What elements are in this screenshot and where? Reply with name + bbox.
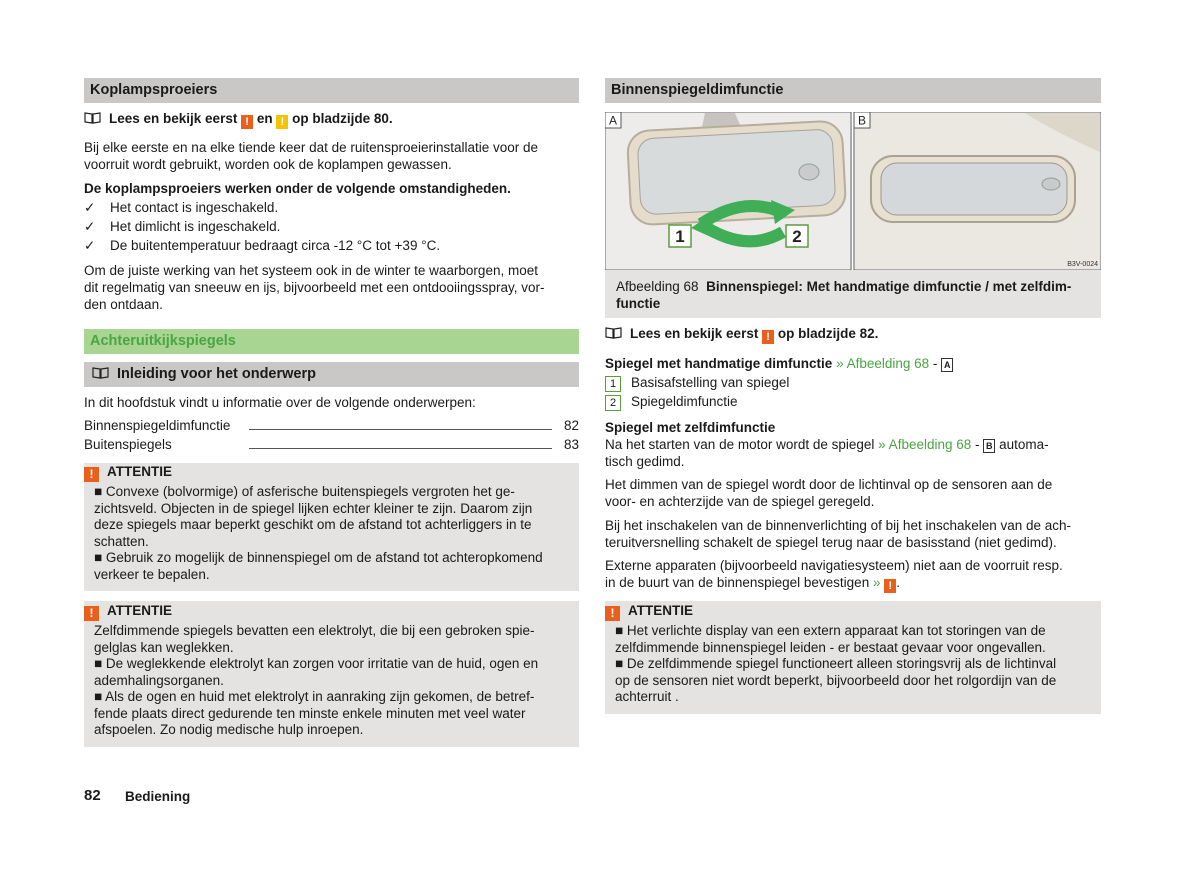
section-heading-achteruitkijkspiegels: Achteruitkijkspiegels: [84, 329, 579, 354]
auto-title: Spiegel met zelfdimfunctie: [605, 420, 776, 435]
attention-line: ■ De weglekkende elektrolyt kan zorgen voor irritatie van de huid, ogen en: [94, 656, 539, 671]
label-b-icon: B: [983, 439, 995, 453]
attention-line: fende plaats direct gedurende ten minste enkele minuten met veel water: [94, 705, 526, 721]
condition-item: ✓ Het dimlicht is ingeschakeld.: [84, 219, 281, 234]
figure-link[interactable]: » Afbeelding 68: [878, 437, 972, 452]
read-first-text: Lees en bekijk eerst: [109, 111, 238, 126]
intro-line-2: voorruit wordt gebruikt, worden ook de koplampen gewassen.: [84, 157, 452, 172]
attention-line: Zelfdimmende spiegels bevatten een elektrolyt, die bij een gebroken spie-: [94, 623, 535, 638]
attention-box: [84, 463, 579, 591]
figure-caption-title-2: functie: [616, 296, 661, 311]
para1-line-2: voor- en achterzijde van de spiegel geregeld.: [605, 494, 875, 509]
toc-entry[interactable]: Binnenspiegeldimfunctie 82: [84, 418, 579, 433]
toc-entry[interactable]: Buitenspiegels 83: [84, 437, 579, 452]
attention-line: gelglas kan weglekken.: [94, 639, 234, 655]
attention-line: zelfdimmende binnenspiegel leiden - er bestaat gevaar voor ongevallen.: [615, 639, 1046, 655]
figure-caption: [605, 270, 1101, 318]
figure-label-a: A: [608, 113, 618, 128]
warning-icon: !: [84, 606, 99, 621]
attention-line: ■ De zelfdimmende spiegel functioneert alleen storingsvrij als de lichtinval: [615, 656, 1057, 671]
manual-item: 2 Spiegeldimfunctie: [605, 393, 1101, 411]
para3-line-2: in de buurt van de binnenspiegel bevestigen » ! .: [605, 575, 901, 592]
mirror-illustration: [605, 112, 1101, 270]
page-number: 82: [84, 787, 101, 804]
warning-icon: !: [762, 330, 774, 344]
attention-line: ■ Convexe (bolvormige) of asferische buitenspiegels vergroten het ge-: [94, 484, 515, 499]
condition-item: ✓ Het contact is ingeschakeld.: [84, 200, 279, 215]
winter-line-1: Om de juiste werking van het systeem ook in de winter te waarborgen, moet: [84, 263, 538, 278]
figure-code: B3V-0024: [1067, 261, 1098, 268]
condition-item: ✓ De buitentemperatuur bedraagt circa -12 °C tot +39 °C.: [84, 238, 441, 253]
toc-intro: In dit hoofdstuk vindt u informatie over de volgende onderwerpen:: [84, 395, 476, 410]
check-icon: ✓: [84, 238, 96, 253]
figure-link[interactable]: » Afbeelding 68: [836, 356, 930, 371]
para2-line-2: teruitversnelling schakelt de spiegel terug naar de basisstand (niet gedimd).: [605, 535, 1057, 550]
label-a-icon: A: [941, 358, 953, 372]
attention-line: ■ Als de ogen en huid met elektrolyt in aanraking zijn gekomen, de betref-: [94, 689, 535, 704]
attention-line: achterruit .: [615, 689, 679, 704]
para2-line-1: Bij het inschakelen van de binnenverlichting of bij het inschakelen van de ach-: [605, 518, 1072, 533]
attention-line: ■ Gebruik zo mogelijk de binnenspiegel om de afstand tot achteropkomend: [94, 550, 543, 565]
attention-line: op de sensoren niet wordt beperkt, bijvoorbeeld door het rolgordijn van de: [615, 672, 1057, 688]
attention-line: zichtsveld. Objecten in de spiegel lijken echter kleiner te zijn. Daarom zijn: [94, 500, 533, 516]
figure-caption-title: Binnenspiegel: Met handmatige dimfunctie / met zelfdim-: [706, 279, 1072, 294]
warning-icon: !: [884, 579, 896, 593]
figure-number-2: 2: [792, 227, 802, 246]
figure-label-b: B: [857, 113, 867, 128]
check-icon: ✓: [84, 219, 96, 234]
check-icon: ✓: [84, 200, 96, 215]
read-first-page: op bladzijde 80.: [292, 111, 393, 126]
figure-number-1: 1: [675, 227, 685, 246]
section-heading-koplampsproeiers: Koplampsproeiers: [84, 78, 579, 103]
warning-icon: !: [605, 606, 620, 621]
warning-icon: !: [241, 115, 253, 129]
attention-header: ! ATTENTIE: [84, 602, 579, 619]
winter-line-3: den ontdaan.: [84, 297, 163, 312]
attention-line: verkeer te bepalen.: [94, 566, 210, 582]
figure-68: [605, 112, 1101, 270]
attention-line: afspoelen. Zo nodig medische hulp inroepen.: [94, 722, 364, 737]
attention-line: ademhalingsorganen.: [94, 672, 224, 688]
winter-line-2: dit regelmatig van sneeuw en ijs, bijvoorbeeld met een ontdooiingsspray, vor-: [84, 280, 545, 295]
attention-header: ! ATTENTIE: [605, 602, 1101, 619]
manual-title-line: Spiegel met handmatige dimfunctie » Afbeelding 68 - A: [605, 355, 1101, 372]
read-first-line: Lees en bekijk eerst ! op bladzijde 82.: [605, 325, 1101, 344]
attention-box: [84, 601, 579, 747]
auto-line-1: Na het starten van de motor wordt de spiegel » Afbeelding 68 - B automa-: [605, 437, 1049, 452]
attention-line: ■ Het verlichte display van een extern apparaat kan tot storingen van de: [615, 623, 1046, 638]
para3-line-1: Externe apparaten (bijvoorbeeld navigatiesysteem) niet aan de voorruit resp.: [605, 558, 1063, 573]
auto-line-2: tisch gedimd.: [605, 454, 685, 469]
warning-icon: !: [84, 467, 99, 482]
manual-item: 1 Basisafstelling van spiegel: [605, 374, 1101, 392]
attention-box: [605, 601, 1101, 714]
para1-line-1: Het dimmen van de spiegel wordt door de lichtinval op de sensoren aan de: [605, 477, 1053, 492]
conditions-title: De koplampsproeiers werken onder de volgende omstandigheden.: [84, 181, 511, 196]
note-icon: !: [276, 115, 288, 129]
book-icon: [84, 112, 101, 124]
book-icon: [92, 367, 109, 379]
section-heading-binnenspiegeldimfunctie: Binnenspiegeldimfunctie: [605, 78, 1101, 103]
book-icon: [605, 327, 622, 339]
read-first-and: en: [256, 111, 273, 126]
figure-caption-prefix: Afbeelding 68: [616, 279, 699, 294]
intro-line-1: Bij elke eerste en na elke tiende keer dat de ruitensproeierinstallatie voor de: [84, 140, 539, 155]
attention-line: deze spiegels maar beperkt geschikt om de afstand tot achterliggers in te: [94, 517, 532, 532]
footer-section: Bediening: [125, 789, 191, 804]
attention-header: ! ATTENTIE: [84, 463, 579, 480]
subheading-inleiding: Inleiding voor het onderwerp: [84, 362, 579, 387]
attention-line: schatten.: [94, 533, 149, 549]
read-first-line: [84, 110, 579, 129]
warning-link[interactable]: »: [872, 575, 881, 590]
